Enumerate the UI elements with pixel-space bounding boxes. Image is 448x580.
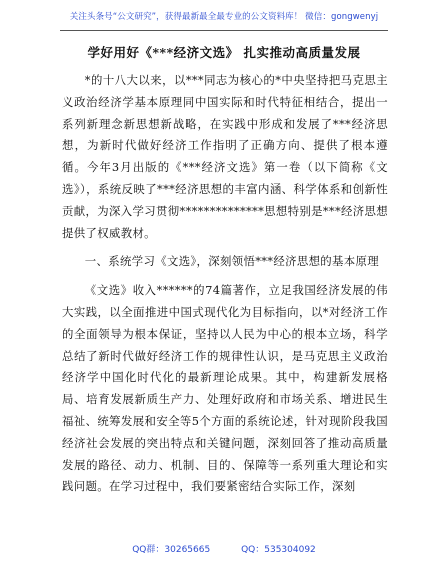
footer-qq-group: QQ群：30265665 — [132, 545, 211, 555]
header-divider — [60, 30, 388, 31]
paragraph-body: 《文选》收入******的74篇著作，立足我国经济发展的伟大实践，以全面推进中国式现代化为目标指向，以*对经济工作的全面领导为根本保证，坚持以人民为中心的根本立场，科学总结了新时代做好经济工作的规律性认识，是马克思主义政治经济学中国化时代化的最新理论成果。其中，构建新发展格局、培育发展新质生产力、处理好政府和市场关系、增进民生福祉、统筹发展和安全等5个方面的系统论述，针对现阶段我国经济社会发展的突出特点和关键问题，深刻回答了推动高质量发展的路径、动力、机制、目的、保障等一系列重大理论和实践问题。在学习过程中，我们要紧密结合实际工作，深刻 — [62, 283, 388, 494]
footer-qq: QQ：535304092 — [241, 545, 316, 555]
paragraph-intro: *的十八大以来，以***同志为核心的*中央坚持把马克思主义政治经济学基本原理同中国实际和时代特征相结合，提出一系列新理念新思想新战略，在实践中形成和发展了***经济思想，为新时代做好经济工作指明了正确方向、提供了根本遵循。今年3月出版的《***经济文选》第一卷（以下简称《文选》），系统反映了***经济思想的丰富内涵、科学体系和创新性贡献，为深入学习贯彻**************思想特别是***经济思想提供了权威教材。 — [62, 73, 388, 240]
document-title: 学好用好《***经济文选》 扎实推动高质量发展 — [87, 45, 361, 60]
header-notice: 关注头条号“公文研究”，获得最新最全最专业的公文资料库！ 微信：gongwenyj — [69, 12, 379, 22]
section-heading: 一、系统学习《文选》，深刻领悟***经济思想的基本原理 — [84, 254, 380, 269]
document-body — [62, 70, 388, 505]
footer-contact — [0, 542, 448, 555]
